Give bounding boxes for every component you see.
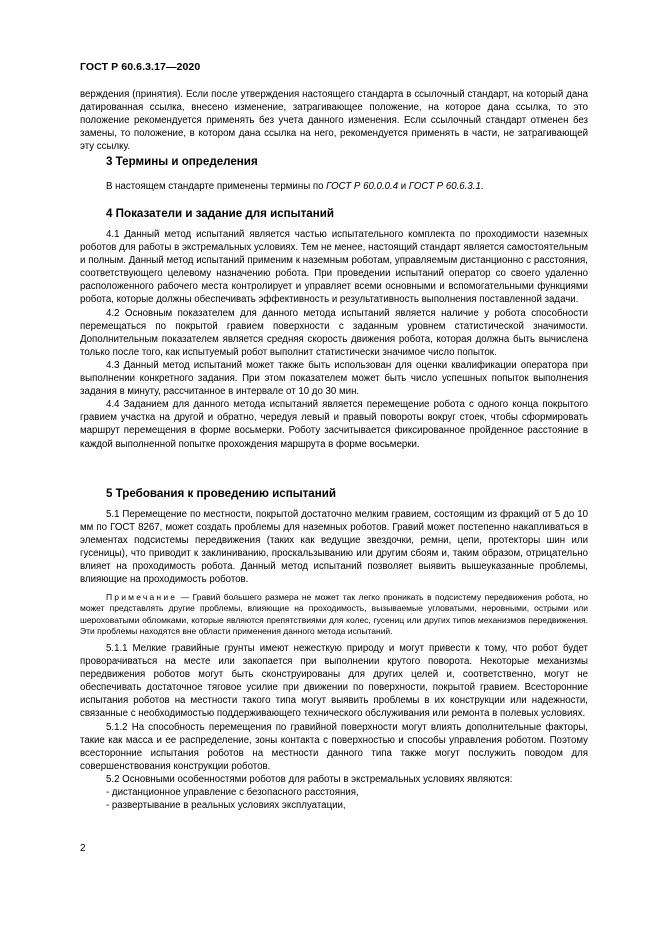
section-3-text-before: В настоящем стандарте применены термины по xyxy=(106,181,327,192)
section-3-text-mid: и xyxy=(398,181,409,192)
list-item: - развертывание в реальных условиях эксплуатации, xyxy=(106,800,346,812)
clause-4-3: 4.3 Данный метод испытаний может также быть использован для оценки квалификации оператора при выполнении конкретного задания. При этом показателем может быть число успешных попыток выполнения задания в минуту, рассчитанное в интервале от 10 до 30 мин. xyxy=(80,359,588,398)
section-3-ref-1: ГОСТ Р 60.0.0.4 xyxy=(326,181,399,192)
note-label: Примечание xyxy=(106,591,178,602)
page-header-standard-code: ГОСТ Р 60.6.3.17—2020 xyxy=(80,61,201,73)
section-4-body xyxy=(80,228,588,451)
note-paragraph xyxy=(80,592,588,638)
section-5-title: 5 Требования к проведению испытаний xyxy=(106,487,337,500)
section-3-text-end: . xyxy=(480,181,484,192)
clause-5-1: 5.1 Перемещение по местности, покрытой достаточно мелким гравием, состоящим из фракций от 5 до 10 мм по ГОСТ 8267, может создать проблемы для наземных роботов. Гравий может постепенно накапливаться в элементах подсистемы передвижения (таких как ведущие звездочки, ремни, цепи, протекторы шин или гусеницы), что приводит к заклиниванию, проскальзыванию или другим сбоям и, таким образом, отрицательно влияет на проходимость робота. Данный метод испытаний позволяет выявить вышеуказанные проблемы, влияющие на проходимость роботов. xyxy=(80,509,588,586)
section-4 xyxy=(80,207,588,220)
section-3-paragraph xyxy=(80,180,588,193)
section-3 xyxy=(80,155,588,168)
clause-4-4: 4.4 Заданием для данного метода испытаний является перемещение робота с одного конца покрытого гравием участка на другой и обратно, чередуя левый и правый повороты вокруг стоек, чтобы сформировать маршрут перемещения в форме восьмерки. Роботу засчитывается фиксированное пройденное расстояние в каждой выполненной попытке прохождения маршрута в форме восьмерки. xyxy=(80,399,588,450)
section-3-ref-2: ГОСТ Р 60.6.3.1 xyxy=(408,181,481,192)
note-text: — Гравий большего размера не может так легко проникать в подсистему передвижения робота, но может представлять другие проблемы, влияющие на проходимость, вызываемые угловатыми, неровными, острыми или шероховатыми обломками, которые являются препятствиями для колес, гусениц или других типов механизмов передвижения. Эти проблемы находятся вне области применения данного метода испытаний. xyxy=(80,591,588,637)
intro-paragraph: верждения (принятия). Если после утверждения настоящего стандарта в ссылочный стандарт, на который дана датированная ссылка, внесено изменение, затрагивающее положение, на которое дана ссылка, то это положение рекомендуется применять без учета данного изменения. Если ссылочный стандарт отменен без замены, то положение, в котором дана ссылка на него, рекомендуется применять в части, не затрагивающей эту ссылку. xyxy=(80,89,588,153)
section-3-body xyxy=(80,180,588,193)
list-item: - дистанционное управление с безопасного расстояния, xyxy=(106,786,359,798)
clause-4-2: 4.2 Основным показателем для данного метода испытаний является наличие у робота способности перемещаться по покрытой гравием поверхности с заданным уровнем статистической значимости. Дополнительным показателем является средняя скорость движения робота, которая должна быть вычислена только после того, как испытуемый робот выполнит статистически значимое число попыток. xyxy=(80,307,588,358)
section-5-body xyxy=(80,508,588,812)
clause-5-1-1: 5.1.1 Мелкие гравийные грунты имеют нежесткую природу и могут привести к тому, что робот будет проворачиваться на месте или закопается при выполнении крутого поворота. Некоторые механизмы передвижения роботов могут быть сконструированы для других целей и, соответственно, могут не обеспечивать достаточное тяговое усилие при движении по поверхности, покрытой гравием. Всесторонние испытания роботов на местности такого типа могут выявить проблемы в их конструкции или надежности, связанные с необходимостью поддерживающего технического обслуживания или ремонта в полевых условиях. xyxy=(80,642,588,720)
clause-5-2: 5.2 Основными особенностями роботов для работы в экстремальных условиях являются: xyxy=(106,773,513,785)
section-4-title: 4 Показатели и задание для испытаний xyxy=(106,207,334,220)
section-3-title: 3 Термины и определения xyxy=(106,155,258,168)
clause-4-1: 4.1 Данный метод испытаний является частью испытательного комплекта по проходимости наземных роботов для работы в экстремальных условиях. Тем не менее, настоящий стандарт является самостоятельным и полным. Данный метод испытаний применим к наземным роботам, управляемым дистанционно с расстояния, соответствующего целевому назначению робота. При проведении испытаний оператор со своего удаленно расположенного рабочего места контролирует и управляет всеми основными и вспомогательными функциями робота, которые должны обеспечивать эффективность и результативность выполнения поставленной задачи. xyxy=(80,229,588,306)
features-list xyxy=(80,786,588,812)
intro-block xyxy=(80,88,588,153)
clause-5-1-2: 5.1.2 На способность перемещения по гравийной поверхности могут влиять дополнительные факторы, такие как масса и ее распределение, зоны контакта с поверхностью и способы управления роботом. Поэтому всесторонние испытания роботов на местности данного типа также могут послужить поводом для совершенствования конструкции роботов. xyxy=(80,721,588,772)
page-number: 2 xyxy=(80,843,86,854)
section-5 xyxy=(80,487,588,500)
